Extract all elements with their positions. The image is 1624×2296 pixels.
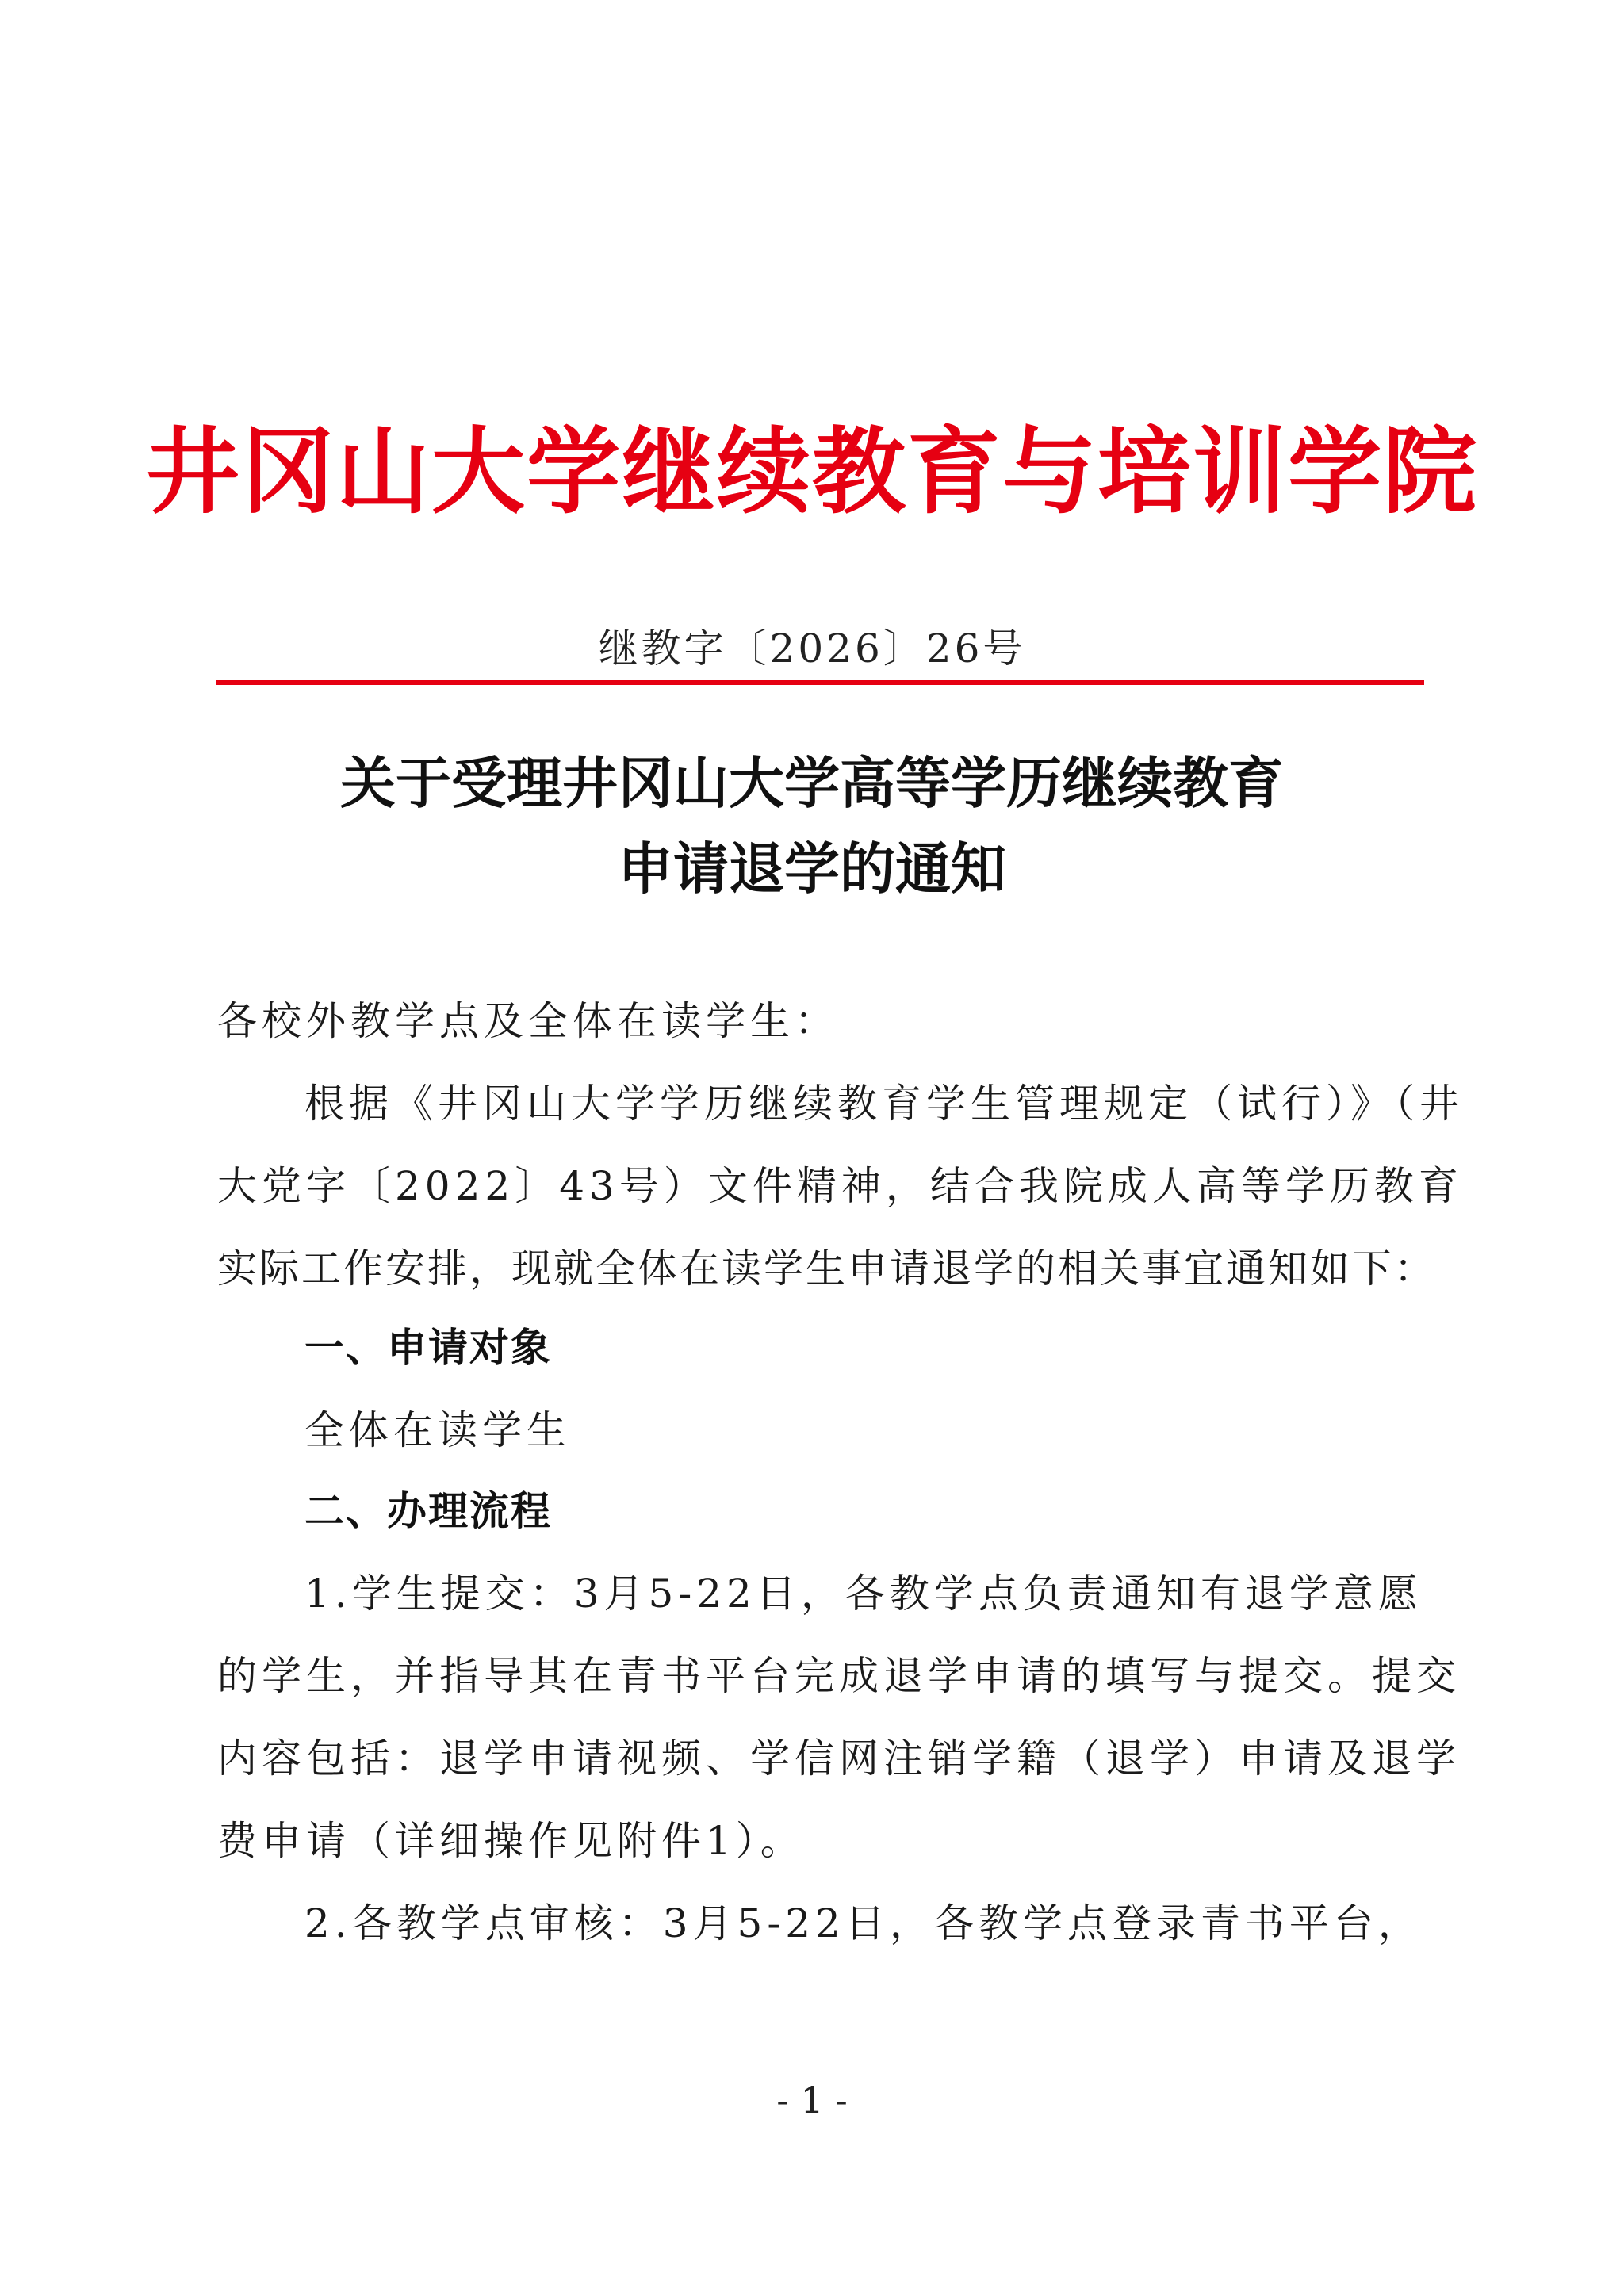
organization-title: 井冈山大学继续教育与培训学院 [145, 416, 1478, 526]
notice-title-line-1: 关于受理井冈山大学高等学历继续教育 [340, 750, 1284, 816]
step-1-line-4: 费申请（详细操作见附件1）。 [217, 1818, 805, 1864]
section-2-heading: 二、办理流程 [304, 1488, 552, 1534]
salutation: 各校外教学点及全体在读学生： [217, 998, 839, 1044]
section-1-text: 全体在读学生 [304, 1407, 571, 1453]
step-1-line-3: 内容包括：退学申请视频、学信网注销学籍（退学）申请及退学 [217, 1735, 1461, 1781]
intro-line-2: 大党字〔2022〕43号）文件精神，结合我院成人高等学历教育 [217, 1163, 1463, 1209]
section-1-heading: 一、申请对象 [304, 1325, 552, 1371]
notice-title-line-2: 申请退学的通知 [618, 836, 1006, 901]
red-header-rule [216, 680, 1424, 685]
intro-line-3: 实际工作安排，现就全体在读学生申请退学的相关事宜通知如下： [217, 1246, 1436, 1292]
step-2-line-1: 2.各教学点审核：3月5-22日，各教学点登录青书平台， [304, 1900, 1423, 1946]
intro-line-1: 根据《井冈山大学学历继续教育学生管理规定（试行）》（井 [304, 1081, 1464, 1127]
page-number: - 1 - [776, 2079, 848, 2122]
document-number: 继教字〔2026〕26号 [598, 626, 1026, 672]
step-1-line-1: 1.学生提交：3月5-22日，各教学点负责通知有退学意愿 [304, 1571, 1423, 1617]
step-1-line-2: 的学生，并指导其在青书平台完成退学申请的填写与提交。提交 [217, 1653, 1461, 1699]
